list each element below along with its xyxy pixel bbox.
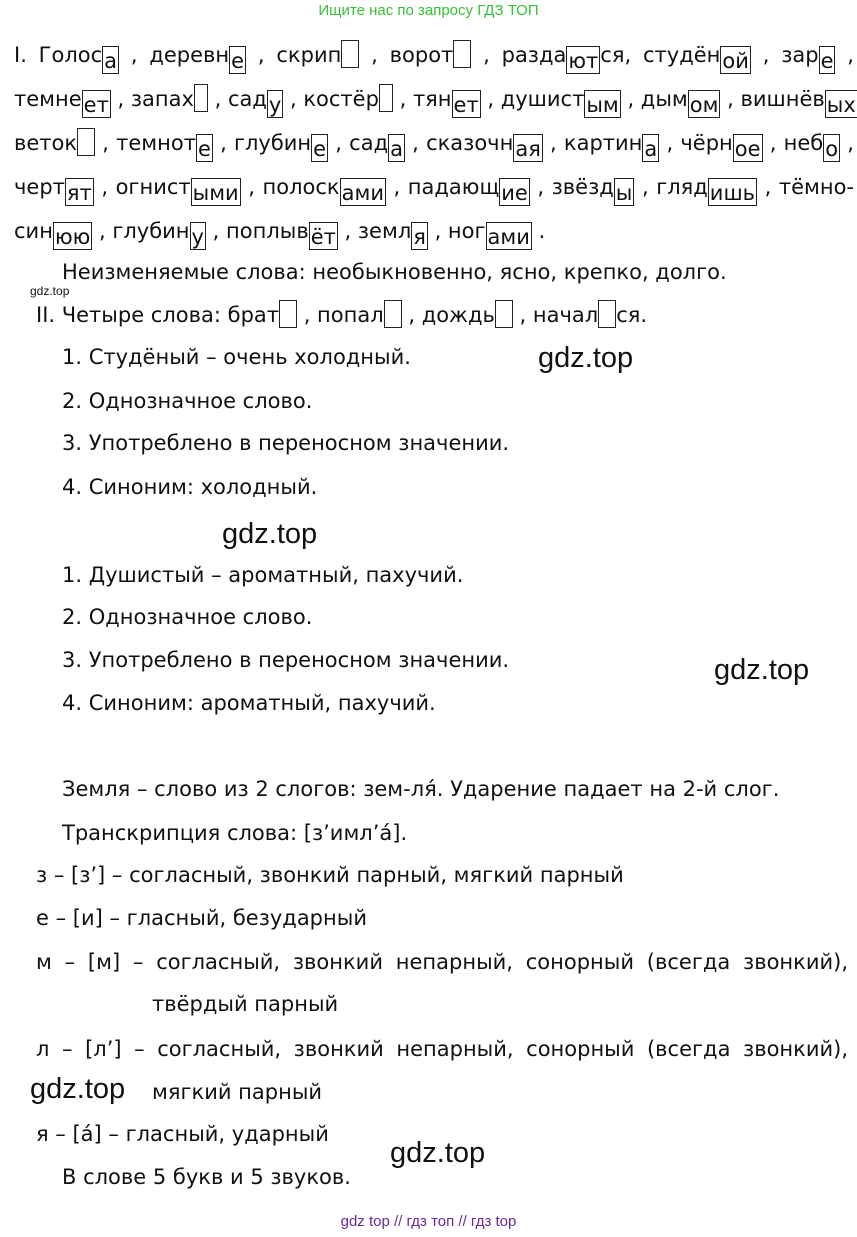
ending-box: ых <box>825 90 857 118</box>
zero-ending-box <box>194 84 208 112</box>
zero-ending-box <box>77 128 95 156</box>
word: ногами <box>447 219 530 249</box>
sound-ya: я – [а́] – гласный, ударный <box>36 1122 329 1146</box>
ending-box: юю <box>53 222 92 250</box>
word: темноте <box>116 131 211 161</box>
word: полосками <box>262 175 384 205</box>
word: глубину <box>112 219 204 249</box>
zero-ending-box <box>495 300 513 328</box>
word: чёрное <box>680 131 761 161</box>
watermark: gdz.top <box>714 654 810 686</box>
letters-summary: В слове 5 букв и 5 звуков. <box>62 1165 351 1189</box>
part1-line-4: чертят , огнистыми , полосками , падающие , звёзды , глядишь , тёмно- <box>14 175 855 205</box>
word: тянет <box>412 87 479 117</box>
ending-box: ое <box>733 134 763 162</box>
studeny-item-3: 3. Употреблено в переносном значении. <box>62 431 510 455</box>
ending-box: ет <box>452 90 481 118</box>
word: душистым <box>500 87 619 117</box>
ending-box: ие <box>499 178 530 206</box>
word: студёной <box>642 43 749 73</box>
watermark: gdz.top <box>30 1073 126 1105</box>
word: картина <box>563 131 658 161</box>
ending-box: ом <box>688 90 721 118</box>
word: глубине <box>233 131 327 161</box>
word: скрип <box>276 43 359 67</box>
footer-links[interactable]: gdz top // гдз топ // гдз top <box>340 1213 517 1230</box>
word: дождь <box>422 303 513 327</box>
word: падающие <box>407 175 528 205</box>
word: поплывёт <box>226 219 336 249</box>
ending-box: ёт <box>309 222 338 250</box>
unchangeable-words: Неизменяемые слова: необыкновенно, ясно, крепко, долго. <box>62 260 727 284</box>
ending-box: а <box>388 134 405 162</box>
word: тёмно- <box>778 175 855 199</box>
part1-line-5: синюю , глубину , поплывёт , земля , ногами . <box>14 219 546 249</box>
ending-box: у <box>190 222 206 250</box>
sound-m-cont: твёрдый парный <box>152 992 339 1016</box>
ending-box: ыми <box>191 178 241 206</box>
zero-ending-box <box>341 40 359 68</box>
zero-ending-box <box>598 300 616 328</box>
ending-box: ами <box>340 178 386 206</box>
part2-intro: II. Четыре слова: <box>36 303 221 327</box>
ending-box: ят <box>65 178 94 206</box>
word: дымом <box>640 87 719 117</box>
ending-box: а <box>642 134 659 162</box>
word: веток <box>14 131 95 155</box>
dushisty-item-2: 2. Однозначное слово. <box>62 605 313 629</box>
word: огнистыми <box>115 175 239 205</box>
studeny-item-4: 4. Синоним: холодный. <box>62 475 318 499</box>
word: сказочная <box>426 131 541 161</box>
word: темнеет <box>14 87 109 117</box>
ending-box: у <box>267 90 283 118</box>
ending-box: ами <box>486 222 532 250</box>
watermark: gdz.top <box>390 1137 486 1169</box>
word: вишнёвых <box>740 87 856 117</box>
word: небо <box>783 131 839 161</box>
word: ворот <box>390 43 472 67</box>
watermark: gdz.top <box>538 342 634 374</box>
ending-box: ы <box>614 178 635 206</box>
word: глядишь <box>656 175 756 205</box>
syllables-line: Земля – слово из 2 слогов: зем-ля́. Ударение падает на 2-й слог. <box>62 777 780 801</box>
word: синюю <box>14 219 91 249</box>
ending-box: ым <box>584 90 620 118</box>
sound-m: м – [м] – согласный, звонкий непарный, сонорный (всегда звонкий), <box>36 950 848 974</box>
word: I. Голоса <box>14 43 118 73</box>
word: земля <box>357 219 426 249</box>
ending-box: ой <box>720 46 751 74</box>
ending-box: ет <box>82 90 111 118</box>
part1-line-2: темнеет , запах , саду , костёр , тянет , душистым , дымом , вишнёвых <box>14 84 854 118</box>
word: звёзды <box>551 175 633 205</box>
studeny-item-2: 2. Однозначное слово. <box>62 389 313 413</box>
part2-line: II. Четыре слова: брат , попал , дождь , начал ся. <box>36 300 857 330</box>
zero-ending-box <box>279 300 297 328</box>
word: костёр <box>303 87 393 111</box>
ending-box: е <box>819 46 836 74</box>
ending-box: о <box>823 134 840 162</box>
zero-ending-box <box>453 40 471 68</box>
ending-box: е <box>196 134 213 162</box>
dushisty-item-1: 1. Душистый – ароматный, пахучий. <box>62 563 464 587</box>
word: запах <box>131 87 208 111</box>
dushisty-item-3: 3. Употреблено в переносном значении. <box>62 648 510 672</box>
word: чертят <box>14 175 92 205</box>
word: попал <box>317 303 402 327</box>
ending-box: е <box>311 134 328 162</box>
word: начал ся. <box>533 303 647 327</box>
part1-line-3: веток , темноте , глубине , сада , сказочная , картина , чёрное , небо , <box>14 128 854 162</box>
header-search-hint[interactable]: Ищите нас по запросу ГДЗ ТОП <box>318 2 539 19</box>
dushisty-item-4: 4. Синоним: ароматный, пахучий. <box>62 691 436 715</box>
zero-ending-box <box>384 300 402 328</box>
word: заре <box>781 43 834 73</box>
ending-box: а <box>102 46 119 74</box>
sound-z: з – [з’] – согласный, звонкий парный, мягкий парный <box>36 863 624 887</box>
word: раздаются <box>501 43 625 73</box>
watermark-small: gdz.top <box>30 284 70 298</box>
sound-e: е – [и] – гласный, безударный <box>36 906 367 930</box>
word: саду <box>227 87 282 117</box>
word: брат <box>228 303 297 327</box>
ending-box: ют <box>566 46 600 74</box>
word: деревне <box>149 43 245 73</box>
sound-l-cont: мягкий парный <box>152 1080 323 1104</box>
studeny-item-1: 1. Студёный – очень холодный. <box>62 345 411 369</box>
part1-line-1: I. Голоса , деревне , скрип , ворот , раздаются, студёной , заре , <box>14 40 854 74</box>
ending-box: ишь <box>708 178 757 206</box>
watermark: gdz.top <box>222 518 318 550</box>
sound-l: л – [л’] – согласный, звонкий непарный, сонорный (всегда звонкий), <box>36 1037 848 1061</box>
zero-ending-box <box>379 84 393 112</box>
ending-box: е <box>229 46 246 74</box>
word: сада <box>349 131 403 161</box>
ending-box: я <box>411 222 428 250</box>
transcription-line: Транскрипция слова: [з’имл’а́]. <box>62 821 408 845</box>
ending-box: ая <box>513 134 543 162</box>
